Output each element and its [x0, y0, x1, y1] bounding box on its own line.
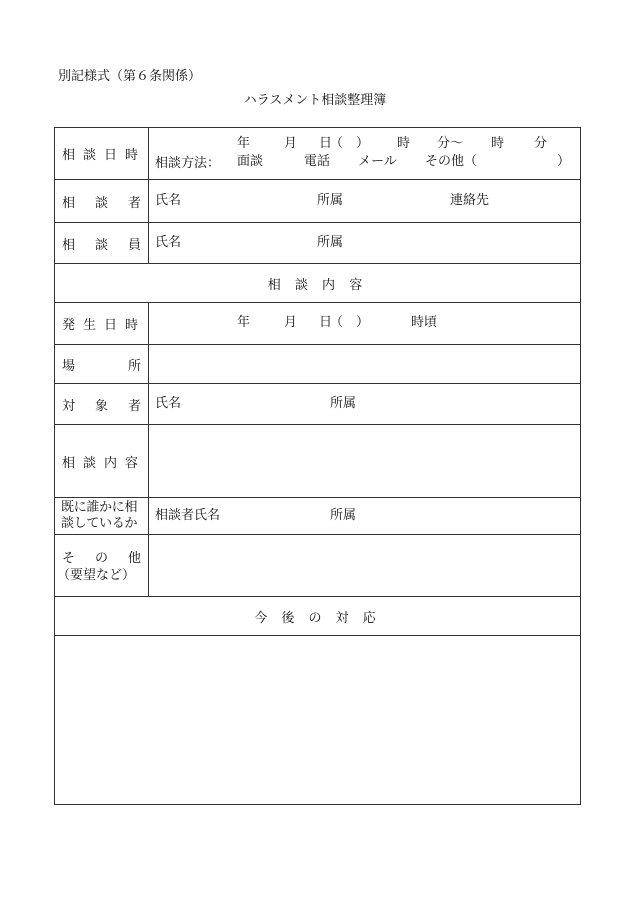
prior-affiliation-label: 所属	[330, 508, 357, 523]
method-label: 相談方法：	[155, 156, 221, 171]
row-target	[55, 384, 581, 425]
month-unit: 月	[284, 136, 298, 151]
row-prior-consultation	[55, 498, 581, 535]
occurrence-day-unit: 日	[319, 315, 333, 330]
row-future-response	[55, 636, 581, 805]
row-section-content	[55, 264, 581, 303]
year-unit: 年	[237, 136, 251, 151]
day-unit: 日	[319, 136, 333, 151]
target-affiliation-label: 所属	[330, 396, 357, 411]
hour-unit-end: 時	[491, 136, 505, 151]
row-occurrence	[55, 303, 581, 345]
label-target: 対 象 者	[55, 384, 149, 425]
weekday-paren: （ ）	[330, 136, 370, 151]
row-section-future	[55, 597, 581, 636]
occurrence-month-unit: 月	[284, 315, 298, 330]
hour-unit-start: 時	[397, 136, 411, 151]
method-phone: 電話	[304, 154, 331, 169]
consulter-affiliation-label: 所属	[317, 193, 344, 208]
label-counselor: 相 談 員	[55, 223, 149, 264]
method-mail: メール	[358, 154, 397, 169]
field-prior-consultation[interactable]	[149, 498, 581, 535]
row-content	[55, 425, 581, 498]
field-occurrence[interactable]	[149, 303, 581, 345]
method-face-to-face: 面談	[237, 154, 264, 169]
occurrence-year-unit: 年	[237, 315, 251, 330]
field-other[interactable]	[149, 535, 581, 597]
field-place[interactable]	[149, 345, 581, 384]
minute-unit-start: 分～	[437, 136, 464, 151]
prior-consulter-name-label: 相談者氏名	[155, 508, 221, 523]
field-future-response[interactable]	[55, 636, 581, 805]
field-datetime[interactable]	[149, 128, 581, 180]
occurrence-weekday-paren: （ ）	[330, 315, 370, 330]
consulter-contact-label: 連絡先	[450, 193, 490, 208]
row-other	[55, 535, 581, 597]
row-counselor	[55, 223, 581, 264]
section-heading-content: 相 談 内 容	[55, 264, 581, 303]
counselor-name-label: 氏名	[155, 235, 182, 250]
field-counselor[interactable]	[149, 223, 581, 264]
consulter-name-label: 氏名	[155, 193, 182, 208]
counselor-affiliation-label: 所属	[317, 235, 344, 250]
label-datetime: 相 談 日 時	[55, 128, 149, 180]
occurrence-hour-unit: 時頃	[411, 315, 438, 330]
field-content[interactable]	[149, 425, 581, 498]
label-other: そ の 他 （要望など）	[55, 535, 149, 597]
label-place: 場 所	[55, 345, 149, 384]
consultation-form-table	[54, 127, 581, 805]
label-prior-consultation: 既に誰かに相 談しているか	[55, 498, 149, 535]
field-consulter[interactable]	[149, 180, 581, 223]
label-consulter: 相 談 者	[55, 180, 149, 223]
minute-unit-end: 分	[534, 136, 548, 151]
method-other-close: ）	[557, 154, 571, 169]
label-content: 相 談 内 容	[55, 425, 149, 498]
target-name-label: 氏名	[155, 396, 182, 411]
row-consulter	[55, 180, 581, 223]
row-place	[55, 345, 581, 384]
section-heading-future: 今 後 の 対 応	[55, 597, 581, 636]
label-occurrence: 発 生 日 時	[55, 303, 149, 345]
method-other: その他（	[425, 154, 478, 169]
row-datetime	[55, 128, 581, 180]
form-label: 別記様式（第６条関係）	[58, 69, 202, 84]
field-target[interactable]	[149, 384, 581, 425]
document-title: ハラスメント相談整理簿	[243, 93, 387, 108]
